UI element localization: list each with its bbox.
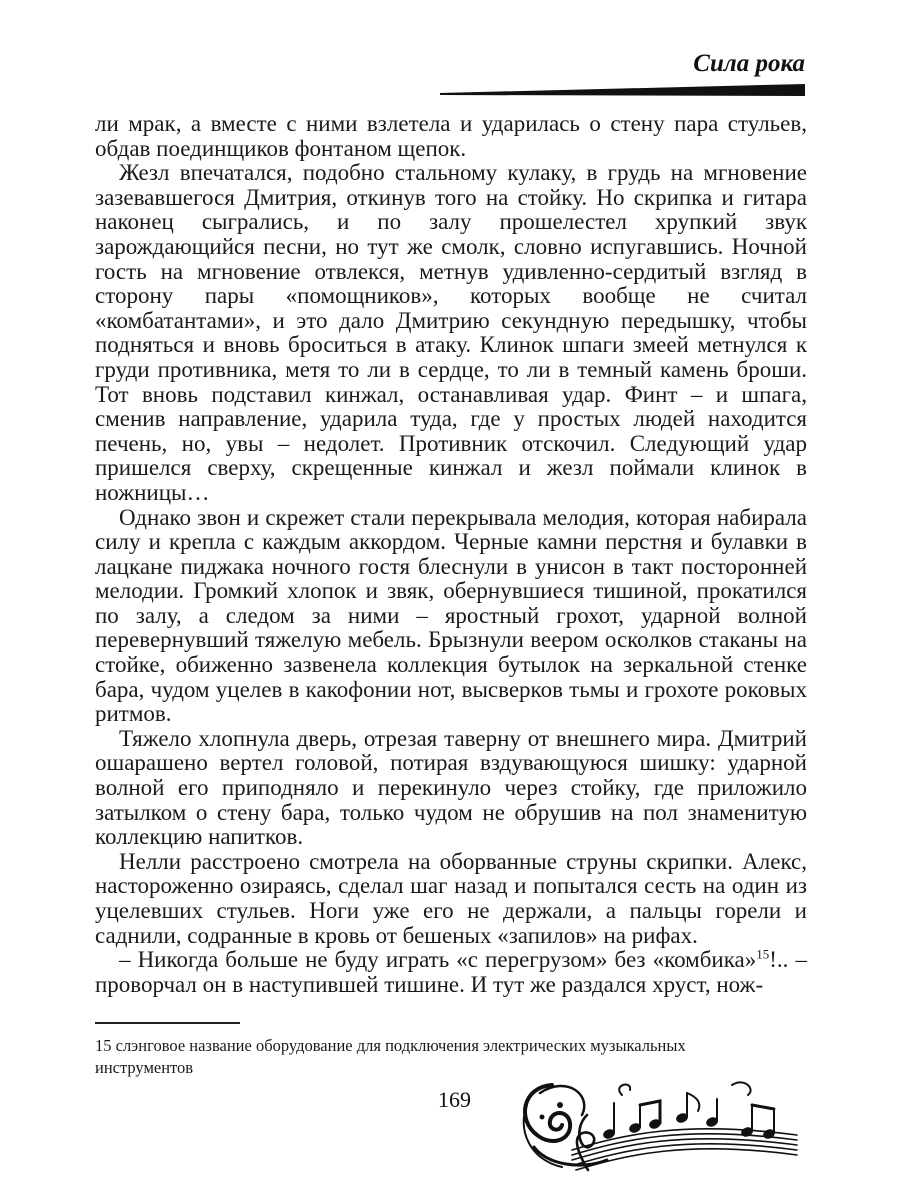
page-number: 169 bbox=[438, 1087, 471, 1112]
music-notes-swirl-icon bbox=[512, 1075, 802, 1175]
header-rule bbox=[440, 84, 805, 96]
footnote-reference[interactable]: 15 bbox=[756, 946, 770, 962]
footnote: 15 слэнговое название оборудование для подключения электрических музыкальных инструментов bbox=[95, 1036, 686, 1077]
paragraph: Однако звон и скрежет стали перекрывала мелодия, которая набирала силу и крепла с каждым аккордом. Черные камни перстня и булавки в лацкане пиджака ночного гостя блеснули в унисон в такт посторонней мелодии. Громкий хлопок и звяк, обернувшиеся тишиной, прокатился по залу, а следом за ними – яростный грохот, ударной волной перевернувший тяжелую мебель. Брызнули веером осколков стаканы на стойке, обиженно зазвенела коллекция бутылок на зеркальной стенке бара, чудом уцелев в какофонии нот, высверков тьмы и грохоте роковых ритмов. bbox=[95, 504, 807, 727]
paragraph: ли мрак, а вместе с ними взлетела и ударилась о стену пара стульев, обдав поединщиков фонтаном щепок. bbox=[95, 111, 807, 161]
paragraph: Нелли расстроено смотрела на оборванные струны скрипки. Алекс, настороженно озираясь, сделал шаг назад и попытался сесть на один из уцелевших стульев. Ноги уже его не держали, а пальцы горели и саднили, содранные в кровь от бешеных «запилов» на рифах. bbox=[95, 848, 807, 948]
dialogue-start: – Никогда больше не буду играть «с перегрузом» без «комбика» bbox=[119, 947, 757, 973]
paragraph-last bbox=[95, 948, 807, 997]
body-text bbox=[95, 112, 807, 997]
footnote-rule bbox=[95, 1022, 240, 1024]
dialogue-end: !.. – проворчал он в наступившей тишине. И тут же раздался хруст, нож- bbox=[95, 947, 807, 997]
paragraph: Жезл впечатался, подобно стальному кулаку, в грудь на мгновение зазевавшегося Дмитрия, откинув того на стойку. Но скрипка и гитара наконец сыгрались, и по залу прошелестел хрупкий звук зарождающийся песни, но тут же смолк, словно испугавшись. Ночной гость на мгновение отвлекся, метнув удивленно-сердитый взгляд в сторону пары «помощников», которых вообще не считал «комбатантами», и это дало Дмитрию секундную передышку, чтобы подняться и вновь броситься в атаку. Клинок шпаги змеей метнулся к груди противника, метя то ли в сердце, то ли в темный камень броши. Тот вновь подставил кинжал, останавливая удар. Финт – и шпага, сменив направление, ударила туда, где у простых людей находится печень, но, увы – недолет. Противник отскочил. Следующий удар пришелся сверху, скрещенные кинжал и жезл поймали клинок в ножницы… bbox=[95, 160, 807, 505]
running-header: Сила рока bbox=[693, 50, 805, 77]
paragraph: Тяжело хлопнула дверь, отрезая таверну от внешнего мира. Дмитрий ошарашено вертел головой, потирая вздувающуюся шишку: ударной волной его приподняло и перекинуло через стойку, где приложило затылком о стену бара, только чудом не обрушив на пол знаменитую коллекцию напитков. bbox=[95, 725, 807, 850]
